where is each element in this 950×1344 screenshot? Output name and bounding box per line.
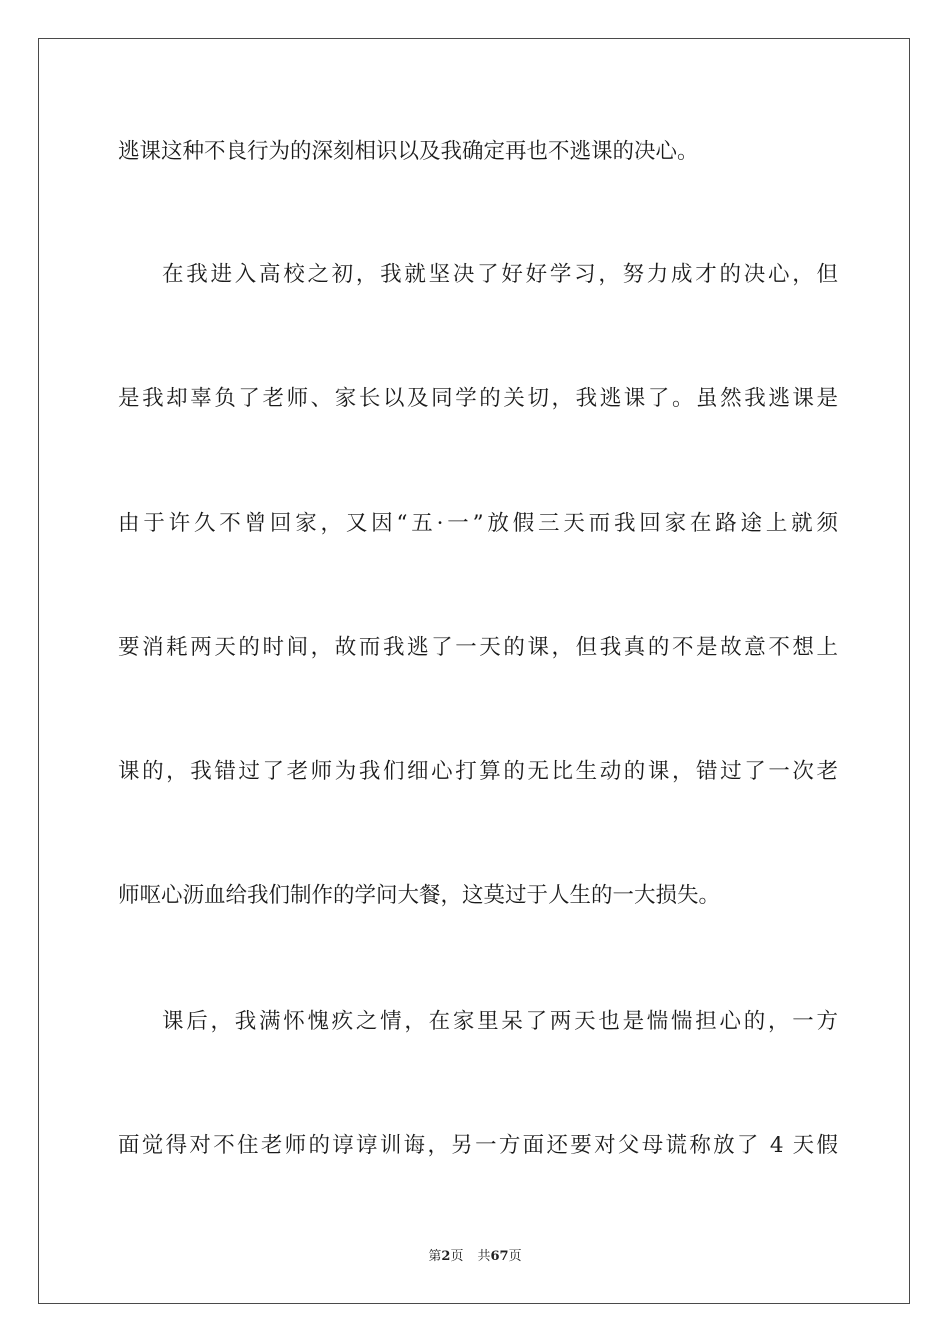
page-prefix: 第 bbox=[428, 1249, 442, 1264]
text-line: 由于许久不曾回家，又因“五·一”放假三天而我回家在路途上就须 bbox=[118, 511, 838, 536]
page-suffix: 页 bbox=[450, 1249, 464, 1264]
total-pages: 67 bbox=[490, 1249, 509, 1264]
text-line: 师呕心沥血给我们制作的学问大餐，这莫过于人生的一大损失。 bbox=[118, 883, 721, 908]
text-line: 课后，我满怀愧疚之情，在家里呆了两天也是惴惴担心的，一方 bbox=[162, 1009, 838, 1034]
page-footer bbox=[0, 1248, 950, 1266]
total-prefix: 共 bbox=[477, 1249, 491, 1264]
text-line: 课的，我错过了老师为我们细心打算的无比生动的课，错过了一次老 bbox=[118, 759, 838, 784]
total-suffix: 页 bbox=[508, 1249, 522, 1264]
text-line: 在我进入高校之初，我就坚决了好好学习，努力成才的决心，但 bbox=[162, 262, 838, 287]
text-line: 逃课这种不良行为的深刻相识以及我确定再也不逃课的决心。 bbox=[118, 139, 699, 164]
text-line: 面觉得对不住老师的谆谆训诲，另一方面还要对父母谎称放了 4 天假 bbox=[118, 1133, 838, 1158]
page-number: 2 bbox=[441, 1249, 451, 1264]
text-line: 是我却辜负了老师、家长以及同学的关切，我逃课了。虽然我逃课是 bbox=[118, 386, 838, 411]
page-border bbox=[38, 38, 910, 1304]
text-line: 要消耗两天的时间，故而我逃了一天的课，但我真的不是故意不想上 bbox=[118, 635, 838, 660]
